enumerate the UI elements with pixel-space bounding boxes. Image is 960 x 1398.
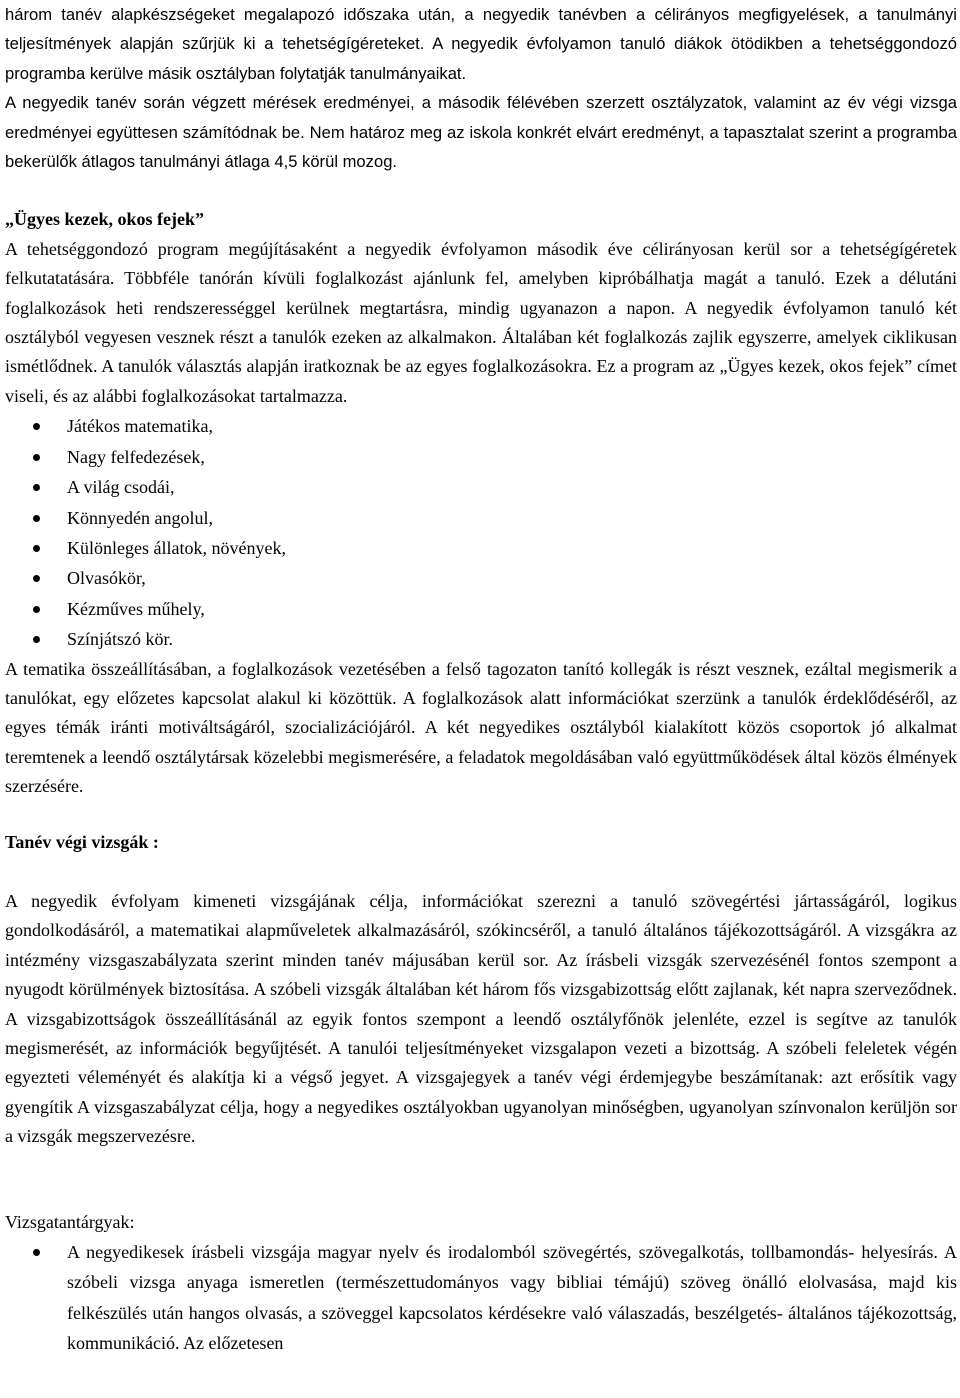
list-item: Kézműves műhely, xyxy=(5,594,957,624)
spacer xyxy=(5,1152,957,1208)
list-item: Nagy felfedezések, xyxy=(5,442,957,472)
spacer xyxy=(5,857,957,887)
section-title-vizsgatantargyak: Vizsgatantárgyak: xyxy=(5,1211,135,1232)
bullet-icon xyxy=(33,636,40,643)
intro-paragraph-1: három tanév alapkészségeket megalapozó időszaka után, a negyedik tanévben a célirányos megfigyelések, a tanulmányi teljesítmények alapján szűrjük ki a tehetségígéreteket. A negyedik évfolyamon tanuló diákok ötödikben a tehetséggondozó programba kerülve másik osztályban folytatják tanulmányaikat. xyxy=(5,5,957,83)
document-page xyxy=(5,0,957,1359)
list-item: Könnyedén angolul, xyxy=(5,503,957,533)
spacer xyxy=(5,802,957,828)
list-item: A negyedikesek írásbeli vizsgája magyar nyelv és irodalomból szövegértés, szövegalkotás, tollbamondás- helyesírás. A szóbeli vizsga anyaga ismeretlen (természettudományos vagy bibliai témájú) szöveg önálló elolvasása, majd kis felkészülés után hangos olvasás, a szöveggel kapcsolatos kérdésekre való válaszadás, beszélgetés- általános tájékozottság, kommunikáció. Az előzetesen xyxy=(5,1237,957,1359)
bullet-icon xyxy=(33,484,40,491)
section-body-vizsgak: A negyedik évfolyam kimeneti vizsgájának célja, információkat szerezni a tanuló szövegértési jártasságáról, logikus gondolkodásáról, a matematikai alapműveletek alkalmazásáról, szókincséről, a tanuló általános tájékozottságáról. A vizsgákra az intézmény vizsgaszabályzata szerint minden tanév májusában kerül sor. Az írásbeli vizsgák szervezésénél fontos szempont a nyugodt körülmények biztosítása. A szóbeli vizsgák általában két három fős vizsgabizottság előtt zajlanak, két napra szerveződnek. A vizsgabizottságok összeállításánál az egyik fontos szempont a leendő osztályfőnök jelenléte, ezzel is segítve az tanulók megismerését, az információk begyűjtését. A tanulói teljesítményeket vizsgalapon vezeti a bizottság. A szóbeli feleletek végén egyezteti véleményét és alakítja ki a végső jegyet. A vizsgajegyek a tanév végi érdemjegybe beszámítanak: azt erősítik vagy gyengítik A vizsgaszabályzat célja, hogy a negyedikes osztályokban ugyanolyan minőségben, ugyanolyan színvonalon kerüljön sor a vizsgák megszervezésre. xyxy=(5,890,957,1147)
list-item: Játékos matematika, xyxy=(5,411,957,441)
list-item: Különleges állatok, növények, xyxy=(5,533,957,563)
section-title-tanev-vegi-vizsgak: Tanév végi vizsgák : xyxy=(5,831,159,852)
list-item: Színjátszó kör. xyxy=(5,624,957,654)
subjects-list xyxy=(5,1237,957,1359)
list-item: A világ csodái, xyxy=(5,472,957,502)
bullet-icon xyxy=(33,454,40,461)
spacer xyxy=(5,176,957,205)
bullet-icon xyxy=(33,606,40,613)
bullet-icon xyxy=(33,423,40,430)
activities-list xyxy=(5,411,957,654)
section-title-ugyes-kezek: „Ügyes kezek, okos fejek” xyxy=(5,209,204,230)
bullet-icon xyxy=(33,1249,40,1256)
bullet-icon xyxy=(33,545,40,552)
list-item: Olvasókör, xyxy=(5,563,957,593)
bullet-icon xyxy=(33,575,40,582)
intro-paragraph-2: A negyedik tanév során végzett mérések eredményei, a második félévében szerzett osztályzatok, valamint az év végi vizsga eredményei együttesen számítódnak be. Nem határoz meg az iskola konkrét elvárt eredményt, a tapasztalat szerint a programba bekerülők átlagos tanulmányi átlaga 4,5 körül mozog. xyxy=(5,93,957,172)
bullet-icon xyxy=(33,515,40,522)
section-after-paragraph: A tematika összeállításában, a foglalkozások vezetésében a felső tagozaton tanító kollegák is részt vesznek, ezáltal megismerik a tanulókat, egy előzetes kapcsolat alakul ki közöttük. A foglalkozások alatt információkat szerzünk a tanulók érdeklődéséről, az egyes témák iránti motiváltságáról, szocializációjáról. A két negyedikes osztályból kialakított közös csoportok jó alkalmat teremtenek a leendő osztálytársak közelebbi megismerésére, a feladatok megoldásában való együttműködések által közös élmények szerzésére. xyxy=(5,658,957,797)
section-body-ugyes-kezek: A tehetséggondozó program megújításaként a negyedik évfolyamon második éve célirányosan kerül sor a tehetségígéretek felkutatatására. Többféle tanórán kívüli foglalkozást ajánlunk fel, amelyben kipróbálhatja magát a tanuló. Ezek a délutáni foglalkozások heti rendszerességgel kerülnek megtartásra, mindig ugyanazon a napon. A negyedik évfolyamon tanuló két osztályból vegyesen vesznek részt a tanulók ezeken az alkalmakon. Általában két foglalkozás zajlik egyszerre, amelyek ciklikusan ismétlődnek. A tanulók választás alapján iratkoznak be az egyes foglalkozásokra. Ez a program az „Ügyes kezek, okos fejek” címet viseli, és az alábbi foglalkozásokat tartalmazza. xyxy=(5,238,957,406)
